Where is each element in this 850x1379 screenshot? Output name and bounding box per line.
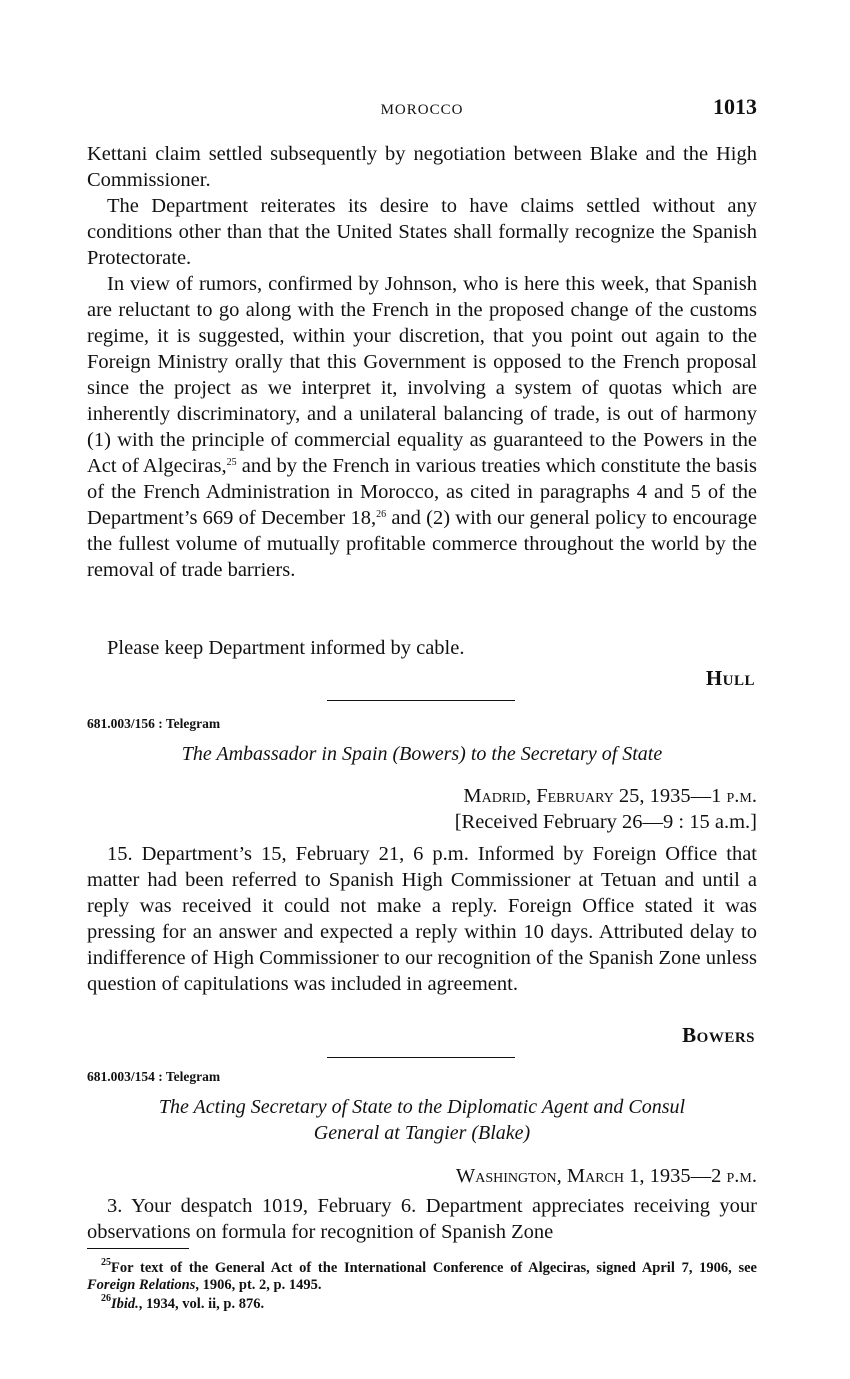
dateline: Washington, March 1, 1935—2 p.m. [455, 1165, 757, 1187]
telegram-body: 15. Department’s 15, February 21, 6 p.m. Informed by Foreign Office that matter had been referred to Spanish High Commissioner at Tetuan and until a reply was received it could not make a reply. Foreign Office stated it was pressing for an answer and expected a reply within 10 days. Attributed delay to indifference of High Commissioner to our recognition of the Spanish Zone unless question of capitulations was included in agreement. [87, 843, 757, 995]
paragraph-department-reiterates: The Department reiterates its desire to have claims settled without any conditions other than that the United States shall formally recognize the Spanish Protectorate. [87, 195, 757, 269]
paragraph-kettani-claim: Kettani claim settled subsequently by negotiation between Blake and the High Commissioner. [87, 143, 757, 191]
page-number: 1013 [713, 94, 757, 119]
signature-bowers: Bowers [682, 1023, 755, 1047]
paragraph-keep-informed: Please keep Department informed by cable. [107, 637, 465, 659]
received-line: [Received February 26—9 : 15 a.m.] [454, 811, 757, 833]
signature-hull: Hull [705, 666, 755, 690]
section-divider [327, 1057, 515, 1058]
document-heading-line2: General at Tangier (Blake) [313, 1122, 531, 1144]
telegram-body: 3. Your despatch 1019, February 6. Department appreciates receiving your observations on formula for recognition of Spanish Zone [87, 1195, 757, 1243]
file-reference: 681.003/154 : Telegram [87, 1069, 221, 1084]
footnote-25: $^{25}$For text of the General Act of the International Conference of Algeciras, signed April 7, 1906, see Foreign Relations, 1906, pt. 2, p. 1495. [87, 1257, 757, 1293]
document-heading: The Acting Secretary of State to the Diplomatic Agent and Consul [158, 1096, 686, 1118]
footnote-ref-25: 25 [226, 457, 237, 468]
running-title: MOROCCO [380, 102, 464, 118]
document-heading: The Ambassador in Spain (Bowers) to the Secretary of State [181, 743, 663, 765]
footnote-rule [87, 1248, 189, 1249]
dateline: Madrid, February 25, 1935—1 p.m. [463, 785, 757, 807]
file-reference: 681.003/156 : Telegram [87, 716, 221, 731]
running-head [87, 94, 757, 128]
footnote-26: $^{26}$Ibid., 1934, vol. ii, p. 876. [101, 1293, 265, 1312]
section-divider [327, 700, 515, 701]
paragraph-rumors: In view of rumors, confirmed by Johnson, who is here this week, that Spanish are reluctant to go along with the French in the proposed change of the customs regime, it is suggested, within your discretion, that you point out again to the Foreign Ministry orally that this Government is opposed to the French proposal since the project as we interpret it, involving a system of quotas which are inherently discriminatory, and a unilateral balancing of trade, is out of harmony (1) with the principle of commercial equality as guaranteed to the Powers in the Act of Algeciras,$^{25}$ and by the French in various treaties which constitute the basis of the French Administration in Morocco, as cited in paragraphs 4 and 5 of the Department’s 669 of December 18,26 and (2) with our general policy to encourage the fullest volume of mutually profitable commerce throughout the world by the removal of trade barriers. [87, 273, 758, 581]
footnote-ref-26: 26 [376, 509, 387, 520]
